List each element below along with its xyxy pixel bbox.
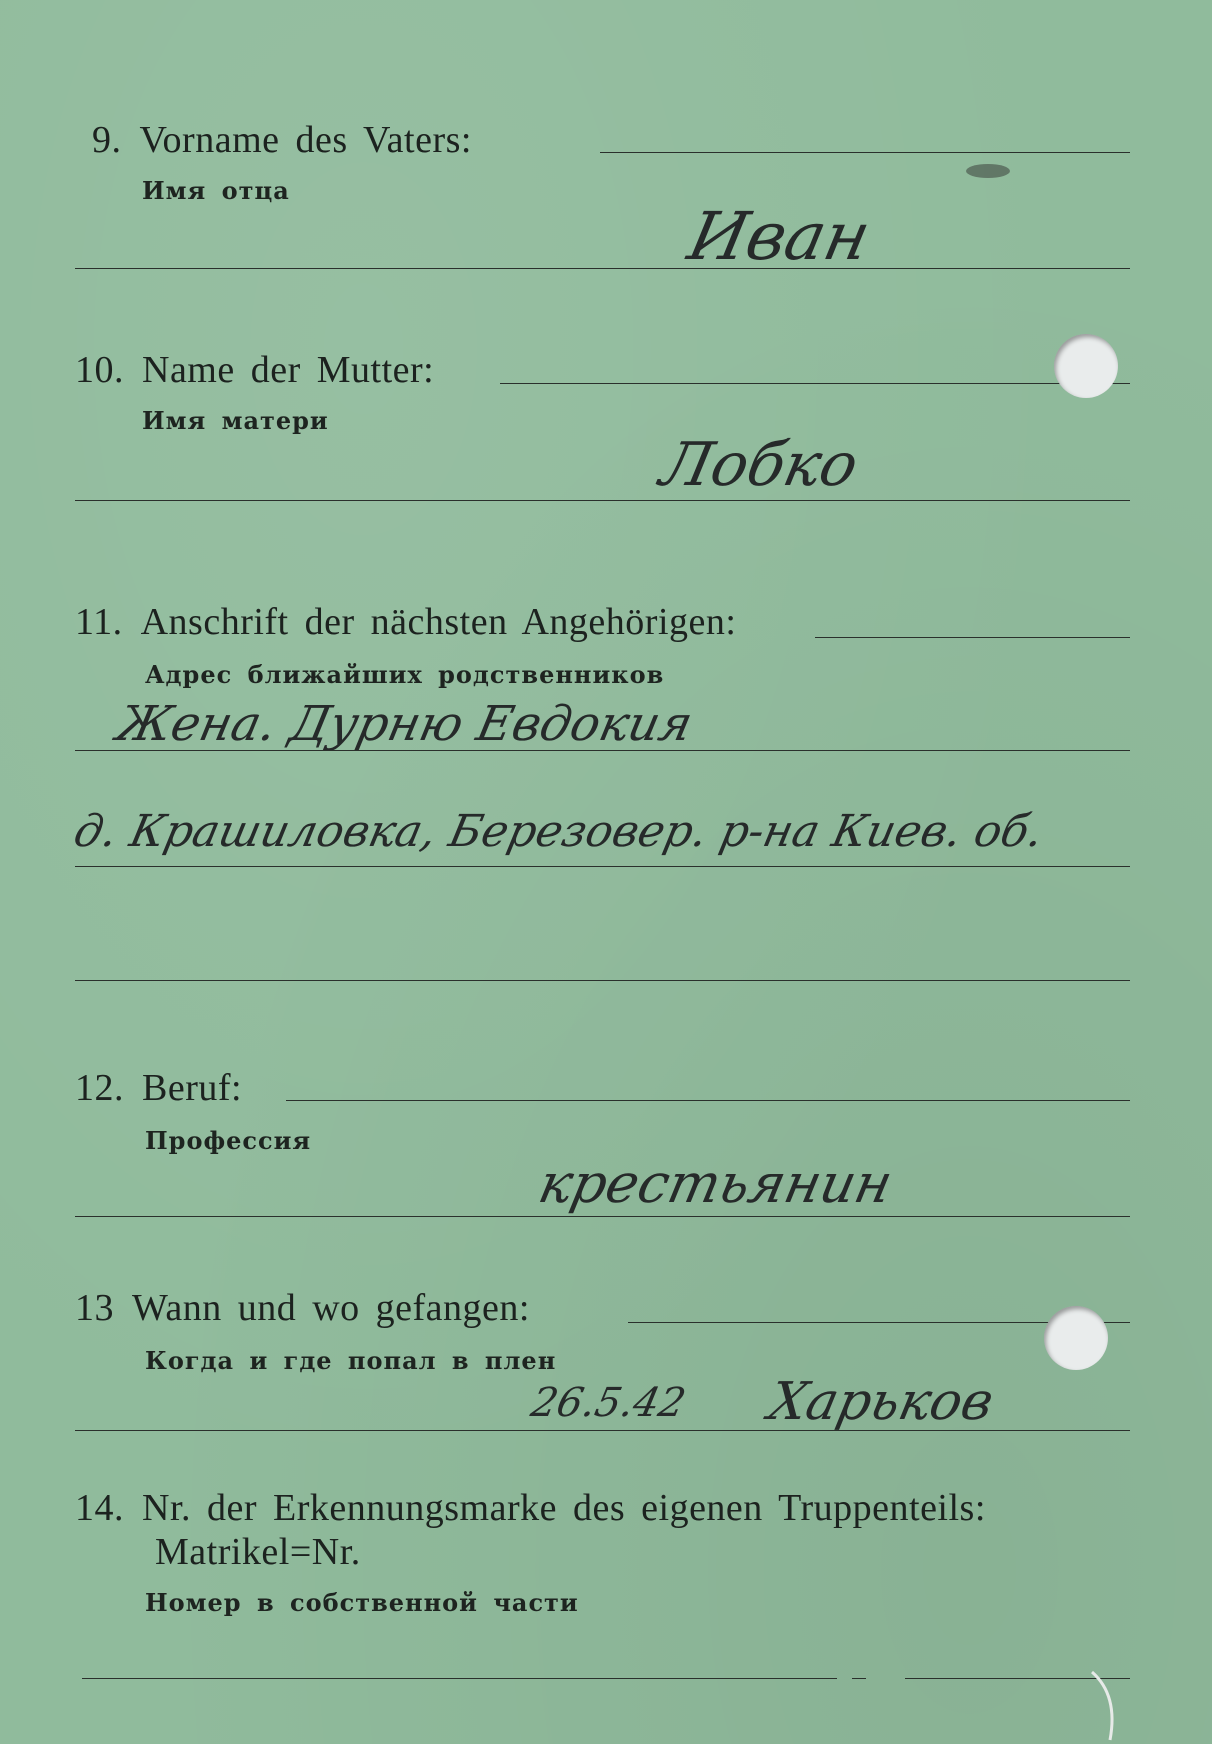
field-10-label-de [75, 348, 434, 392]
field-10-line-1 [500, 383, 1130, 384]
field-14-line-dash [852, 1678, 866, 1679]
field-10-line-2 [75, 500, 1130, 501]
field-13-label-de [75, 1286, 530, 1330]
field-12-label-ru: Профессия [145, 1126, 312, 1155]
field-12-label-de [75, 1066, 242, 1110]
field-10-label-ru: Имя матери [142, 406, 329, 435]
field-11-line-2 [75, 750, 1130, 751]
field-11-label-text: Anschrift der nächsten Angehörigen: [140, 601, 737, 643]
field-9-label-text: Vorname des Vaters: [139, 119, 472, 161]
field-14-label-de [75, 1486, 986, 1530]
field-12-line-1 [286, 1100, 1130, 1101]
field-13-label-ru: Когда и где попал в плен [145, 1346, 557, 1375]
field-11-number: 11. [75, 601, 123, 643]
field-11-line-4 [75, 980, 1130, 981]
field-12-number: 12. [75, 1067, 124, 1109]
field-12-value[interactable]: крестьянин [533, 1152, 898, 1215]
field-13-number: 13 [75, 1287, 114, 1329]
field-14-number: 14. [75, 1487, 124, 1529]
field-12-line-2 [75, 1216, 1130, 1217]
field-10-number: 10. [75, 349, 124, 391]
field-11-label-de [75, 600, 736, 644]
field-13-line-2 [75, 1430, 1130, 1431]
field-9-value[interactable]: Иван [681, 198, 877, 275]
field-12-label-text: Beruf: [142, 1067, 243, 1109]
paper-crease-icon [1086, 1668, 1126, 1744]
field-11-label-ru: Адрес ближайших родственников [145, 660, 665, 689]
field-9-line-2 [75, 268, 1130, 269]
field-9-label-ru: Имя отца [142, 176, 290, 205]
field-13-label-text: Wann und wo gefangen: [132, 1287, 530, 1329]
field-11-line-3 [75, 866, 1130, 867]
field-11-line-1 [815, 637, 1130, 638]
field-9-label-de [92, 118, 472, 162]
field-9-number: 9. [92, 119, 122, 161]
field-14-label-text: Nr. der Erkennungsmarke des eigenen Truppenteils: [142, 1487, 986, 1529]
field-9-line-1 [600, 152, 1130, 153]
ink-smudge [966, 164, 1010, 178]
field-14-label-de-2: Matrikel=Nr. [155, 1531, 361, 1573]
field-14-line-left [82, 1678, 837, 1679]
punch-hole-icon [1054, 334, 1118, 398]
field-14-label-ru: Номер в собственной части [145, 1588, 579, 1617]
field-11-value-line-1[interactable]: Жена. Дурню Евдокия [112, 696, 698, 752]
field-10-label-text: Name der Mutter: [142, 349, 435, 391]
field-10-value[interactable]: Лобко [654, 430, 865, 500]
field-11-value-line-2[interactable]: д. Крашиловка, Березовер. р-на Киев. об. [69, 806, 1048, 857]
field-13-value-date[interactable]: 26.5.42 [527, 1380, 690, 1426]
field-13-value-place[interactable]: Харьков [763, 1372, 999, 1432]
punch-hole-icon [1044, 1306, 1108, 1370]
